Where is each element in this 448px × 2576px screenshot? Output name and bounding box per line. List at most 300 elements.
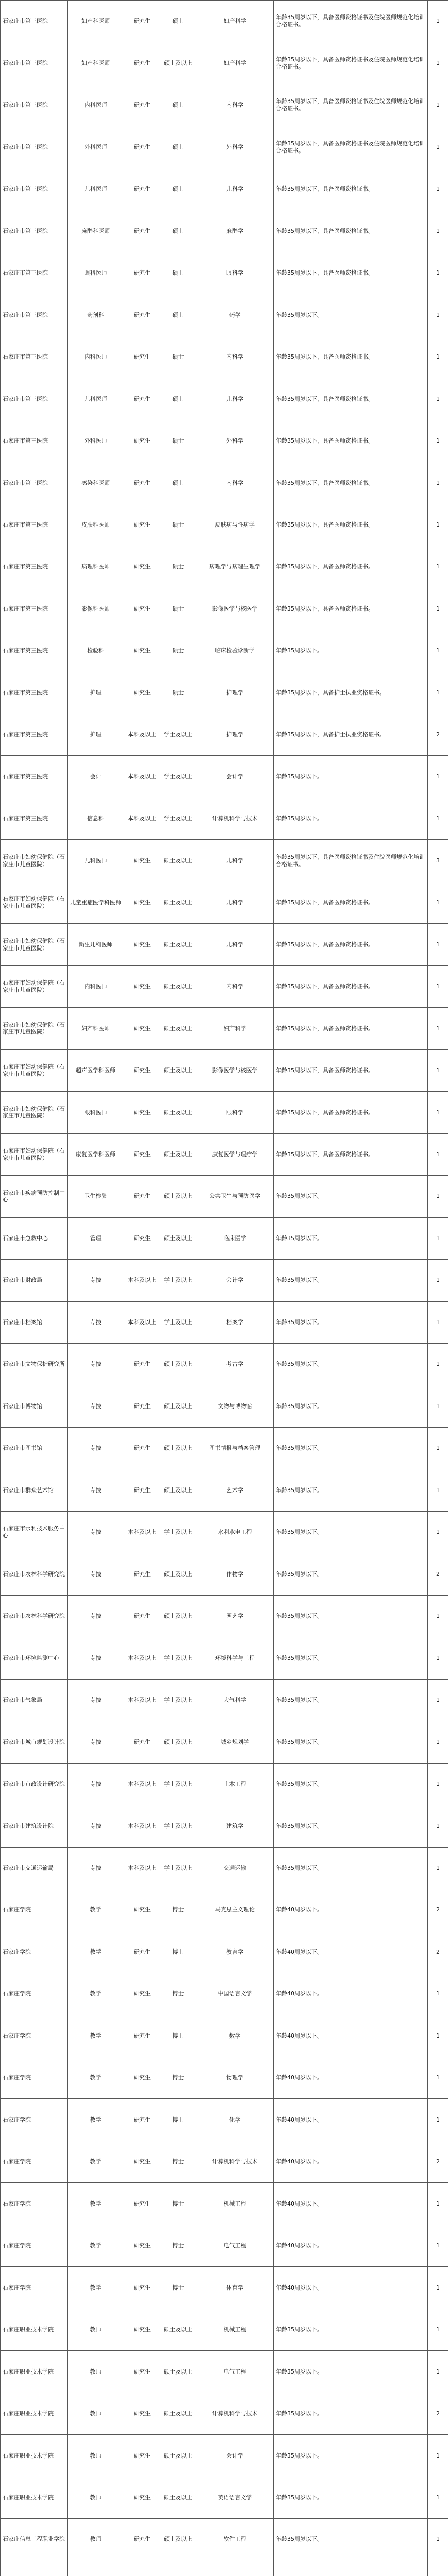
education-cell: 研究生 [124, 1, 160, 42]
table-row [1, 1385, 448, 1427]
post-name-cell: 专技 [68, 1763, 124, 1805]
major-cell: 临床检验诊断学 [196, 630, 274, 672]
employer-cell: 石家庄信息工程职业学院 [1, 2519, 68, 2561]
major-cell: 城乡规划学 [196, 1721, 274, 1763]
major-cell: 文物与博物馆 [196, 1385, 274, 1427]
requirements-cell: 年龄35周岁以下。 [274, 1679, 428, 1721]
post-name-cell: 妇产科医师 [68, 42, 124, 84]
headcount-cell: 1 [428, 2099, 448, 2141]
post-name-cell: 检验科 [68, 630, 124, 672]
table-row [1, 2267, 448, 2309]
table-row [1, 1, 448, 42]
major-cell: 教育学 [196, 1931, 274, 1973]
requirements-cell: 年龄35周岁以下，具备医师资格证书。 [274, 965, 428, 1007]
employer-cell: 石家庄市第三医院 [1, 210, 68, 252]
post-name-cell: 教学 [68, 2099, 124, 2141]
education-cell: 研究生 [124, 2267, 160, 2309]
table-row [1, 2183, 448, 2225]
post-name-cell: 内科医师 [68, 336, 124, 378]
requirements-cell: 年龄35周岁以下，具备医师资格证书。 [274, 168, 428, 210]
table-row [1, 1973, 448, 2015]
education-cell: 研究生 [124, 1469, 160, 1511]
table-row [1, 2141, 448, 2182]
major-cell: 眼科学 [196, 1092, 274, 1133]
education-cell: 本科及以上 [124, 1679, 160, 1721]
table-row [1, 1847, 448, 1889]
degree-cell: 硕士及以上 [160, 1133, 196, 1175]
employer-cell: 石家庄市档案馆 [1, 1301, 68, 1343]
major-cell: 临床医学 [196, 1217, 274, 1259]
employer-cell: 石家庄市市政设计研究院 [1, 1763, 68, 1805]
headcount-cell: 1 [428, 1595, 448, 1637]
major-cell [196, 2561, 274, 2576]
education-cell: 研究生 [124, 965, 160, 1007]
post-name-cell: 教学 [68, 2267, 124, 2309]
employer-cell: 石家庄市妇幼保健院（石家庄市儿童医院） [1, 965, 68, 1007]
requirements-cell: 年龄35周岁以下。 [274, 1553, 428, 1595]
education-cell: 本科及以上 [124, 1511, 160, 1553]
employer-cell: 石家庄职业技术学院 [1, 2309, 68, 2350]
degree-cell: 硕士及以上 [160, 1427, 196, 1469]
table-row [1, 1133, 448, 1175]
employer-cell: 石家庄市城市规划设计院 [1, 1721, 68, 1763]
major-cell: 计算机科学与技术 [196, 798, 274, 839]
headcount-cell: 1 [428, 336, 448, 378]
post-name-cell: 管理 [68, 1217, 124, 1259]
degree-cell: 硕士 [160, 378, 196, 420]
headcount-cell: 1 [428, 1, 448, 42]
employer-cell: 石家庄市第三医院 [1, 588, 68, 630]
major-cell: 机械工程 [196, 2309, 274, 2350]
education-cell: 研究生 [124, 2477, 160, 2518]
employer-cell: 石家庄学院 [1, 1931, 68, 1973]
major-cell: 数学 [196, 2015, 274, 2057]
education-cell: 研究生 [124, 1344, 160, 1385]
post-name-cell: 专技 [68, 1595, 124, 1637]
employer-cell: 石家庄市文物保护研究所 [1, 1344, 68, 1385]
headcount-cell: 1 [428, 462, 448, 504]
headcount-cell: 1 [428, 1092, 448, 1133]
education-cell: 研究生 [124, 168, 160, 210]
major-cell: 水利水电工程 [196, 1511, 274, 1553]
table-row [1, 1176, 448, 1217]
employer-cell: 石家庄学院 [1, 2099, 68, 2141]
education-cell: 研究生 [124, 2099, 160, 2141]
degree-cell: 硕士及以上 [160, 2393, 196, 2434]
post-name-cell: 护理 [68, 714, 124, 755]
post-name-cell: 外科医师 [68, 420, 124, 462]
table-row [1, 294, 448, 336]
degree-cell: 硕士及以上 [160, 1385, 196, 1427]
education-cell: 研究生 [124, 210, 160, 252]
degree-cell: 硕士及以上 [160, 2309, 196, 2350]
headcount-cell: 1 [428, 2351, 448, 2393]
table-row [1, 1344, 448, 1385]
headcount-cell: 1 [428, 42, 448, 84]
requirements-cell: 年龄40周岁以下。 [274, 2267, 428, 2309]
table-row [1, 2561, 448, 2576]
requirements-cell: 年龄35周岁以下，具备医师资格证书。 [274, 336, 428, 378]
degree-cell: 硕士 [160, 294, 196, 336]
requirements-cell: 年龄35周岁以下。 [274, 1805, 428, 1847]
requirements-cell: 年龄40周岁以下。 [274, 2015, 428, 2057]
education-cell: 研究生 [124, 294, 160, 336]
employer-cell: 石家庄市妇幼保健院（石家庄市儿童医院） [1, 840, 68, 882]
requirements-cell: 年龄40周岁以下。 [274, 2183, 428, 2225]
major-cell: 儿科学 [196, 168, 274, 210]
headcount-cell: 1 [428, 2057, 448, 2098]
degree-cell: 硕士及以上 [160, 840, 196, 882]
employer-cell: 石家庄职业技术学院 [1, 2477, 68, 2518]
employer-cell: 石家庄职业技术学院 [1, 2351, 68, 2393]
headcount-cell: 1 [428, 2435, 448, 2477]
major-cell: 交通运输 [196, 1847, 274, 1889]
requirements-cell: 年龄35周岁以下，具备医师资格证书。 [274, 546, 428, 588]
requirements-cell: 年龄35周岁以下。 [274, 756, 428, 798]
requirements-cell: 年龄35周岁以下，具备医师资格证书。 [274, 378, 428, 420]
major-cell: 马克思主义理论 [196, 1889, 274, 1931]
education-cell: 研究生 [124, 2351, 160, 2393]
major-cell: 会计学 [196, 2435, 274, 2477]
employer-cell: 石家庄市第三医院 [1, 420, 68, 462]
table-row [1, 420, 448, 462]
degree-cell: 硕士 [160, 336, 196, 378]
employer-cell: 石家庄市建筑设计院 [1, 1805, 68, 1847]
degree-cell: 硕士 [160, 252, 196, 294]
employer-cell: 石家庄市第三医院 [1, 1, 68, 42]
requirements-cell: 年龄35周岁以下。 [274, 1763, 428, 1805]
headcount-cell: 1 [428, 2519, 448, 2561]
education-cell: 研究生 [124, 42, 160, 84]
requirements-cell: 年龄35周岁以下。 [274, 2435, 428, 2477]
major-cell: 化学 [196, 2099, 274, 2141]
post-name-cell: 病理科医师 [68, 546, 124, 588]
major-cell: 内科学 [196, 462, 274, 504]
employer-cell: 石家庄市水利技术服务中心 [1, 1511, 68, 1553]
post-name-cell: 教学 [68, 1931, 124, 1973]
degree-cell: 硕士 [160, 420, 196, 462]
employer-cell: 石家庄市第三医院 [1, 336, 68, 378]
headcount-cell: 1 [428, 672, 448, 714]
post-name-cell: 专技 [68, 1511, 124, 1553]
post-name-cell: 教师 [68, 2309, 124, 2350]
post-name-cell: 专技 [68, 1344, 124, 1385]
headcount-cell: 1 [428, 252, 448, 294]
major-cell: 妇产科学 [196, 1, 274, 42]
headcount-cell: 1 [428, 378, 448, 420]
education-cell: 研究生 [124, 336, 160, 378]
requirements-cell: 年龄35周岁以下。 [274, 1217, 428, 1259]
post-name-cell: 教学 [68, 2015, 124, 2057]
headcount-cell [428, 2561, 448, 2576]
table-row [1, 882, 448, 923]
employer-cell: 石家庄市群众艺术馆 [1, 1469, 68, 1511]
major-cell: 护理学 [196, 714, 274, 755]
table-row [1, 1889, 448, 1931]
requirements-cell: 年龄35周岁以下，具备医师资格证书。 [274, 504, 428, 546]
education-cell: 研究生 [124, 1176, 160, 1217]
post-name-cell: 专技 [68, 1469, 124, 1511]
post-name-cell: 儿科医师 [68, 840, 124, 882]
degree-cell: 学士及以上 [160, 798, 196, 839]
education-cell: 研究生 [124, 1092, 160, 1133]
major-cell: 儿科学 [196, 882, 274, 923]
post-name-cell: 信息科 [68, 798, 124, 839]
table-row [1, 462, 448, 504]
education-cell: 研究生 [124, 2309, 160, 2350]
employer-cell: 石家庄市妇幼保健院（石家庄市儿童医院） [1, 1008, 68, 1049]
requirements-cell: 年龄35周岁以下。 [274, 1427, 428, 1469]
education-cell: 研究生 [124, 588, 160, 630]
requirements-cell: 年龄35周岁以下。 [274, 1301, 428, 1343]
employer-cell [1, 2561, 68, 2576]
major-cell: 内科学 [196, 84, 274, 126]
major-cell: 电气工程 [196, 2225, 274, 2266]
table-row [1, 672, 448, 714]
degree-cell: 学士及以上 [160, 1511, 196, 1553]
table-row [1, 504, 448, 546]
headcount-cell: 1 [428, 630, 448, 672]
post-name-cell [68, 2561, 124, 2576]
requirements-cell: 年龄35周岁以下。 [274, 798, 428, 839]
degree-cell: 硕士 [160, 126, 196, 168]
education-cell: 研究生 [124, 840, 160, 882]
employer-cell: 石家庄市妇幼保健院（石家庄市儿童医院） [1, 882, 68, 923]
post-name-cell: 护理 [68, 672, 124, 714]
major-cell: 环境科学与工程 [196, 1637, 274, 1679]
post-name-cell: 药剂科 [68, 294, 124, 336]
table-row [1, 2435, 448, 2477]
education-cell: 研究生 [124, 420, 160, 462]
major-cell: 机械工程 [196, 2183, 274, 2225]
table-row [1, 798, 448, 839]
post-name-cell: 教师 [68, 2393, 124, 2434]
degree-cell: 硕士 [160, 588, 196, 630]
post-name-cell: 教师 [68, 2519, 124, 2561]
major-cell: 内科学 [196, 965, 274, 1007]
headcount-cell: 1 [428, 420, 448, 462]
requirements-cell: 年龄35周岁以下，具备医师资格证书。 [274, 210, 428, 252]
post-name-cell: 内科医师 [68, 84, 124, 126]
employer-cell: 石家庄市第三医院 [1, 252, 68, 294]
requirements-cell: 年龄35周岁以下，具备医师资格证书。 [274, 1092, 428, 1133]
table-row [1, 42, 448, 84]
major-cell: 建筑学 [196, 1805, 274, 1847]
post-name-cell: 专技 [68, 1553, 124, 1595]
requirements-cell: 年龄35周岁以下，具备医师资格证书。 [274, 588, 428, 630]
table-row [1, 2519, 448, 2561]
degree-cell: 博士 [160, 2057, 196, 2098]
education-cell: 研究生 [124, 2183, 160, 2225]
education-cell: 研究生 [124, 630, 160, 672]
table-row [1, 2099, 448, 2141]
degree-cell: 学士及以上 [160, 1763, 196, 1805]
requirements-cell: 年龄40周岁以下。 [274, 1973, 428, 2015]
degree-cell: 博士 [160, 2099, 196, 2141]
degree-cell: 硕士及以上 [160, 965, 196, 1007]
employer-cell: 石家庄市妇幼保健院（石家庄市儿童医院） [1, 924, 68, 965]
table-row [1, 2057, 448, 2098]
post-name-cell: 超声医学科医师 [68, 1049, 124, 1091]
headcount-cell: 1 [428, 1721, 448, 1763]
table-row [1, 1008, 448, 1049]
headcount-cell: 1 [428, 1008, 448, 1049]
post-name-cell: 感染科医师 [68, 462, 124, 504]
major-cell: 护理学 [196, 672, 274, 714]
major-cell: 麻醉学 [196, 210, 274, 252]
major-cell: 儿科学 [196, 840, 274, 882]
post-name-cell: 专技 [68, 1385, 124, 1427]
degree-cell: 硕士 [160, 546, 196, 588]
post-name-cell: 儿科医师 [68, 378, 124, 420]
requirements-cell: 年龄35周岁以下。 [274, 1260, 428, 1301]
requirements-cell: 年龄35周岁以下。 [274, 1176, 428, 1217]
table-row [1, 630, 448, 672]
headcount-cell: 1 [428, 1049, 448, 1091]
education-cell: 研究生 [124, 1595, 160, 1637]
degree-cell: 硕士及以上 [160, 2477, 196, 2518]
post-name-cell: 眼科医师 [68, 1092, 124, 1133]
major-cell: 外科学 [196, 420, 274, 462]
headcount-cell: 1 [428, 1805, 448, 1847]
post-name-cell: 会计 [68, 756, 124, 798]
requirements-cell: 年龄35周岁以下。 [274, 2393, 428, 2434]
employer-cell: 石家庄市农林科学研究院 [1, 1553, 68, 1595]
table-row [1, 1595, 448, 1637]
degree-cell: 硕士及以上 [160, 1217, 196, 1259]
table-row [1, 1092, 448, 1133]
employer-cell: 石家庄学院 [1, 1889, 68, 1931]
major-cell: 图书情报与档案管理 [196, 1427, 274, 1469]
post-name-cell: 新生儿科医师 [68, 924, 124, 965]
post-name-cell: 儿科医师 [68, 168, 124, 210]
post-name-cell: 专技 [68, 1721, 124, 1763]
major-cell: 外科学 [196, 126, 274, 168]
major-cell: 公共卫生与预防医学 [196, 1176, 274, 1217]
education-cell: 研究生 [124, 252, 160, 294]
employer-cell: 石家庄市图书馆 [1, 1427, 68, 1469]
employer-cell: 石家庄市博物馆 [1, 1385, 68, 1427]
degree-cell: 博士 [160, 2267, 196, 2309]
employer-cell: 石家庄学院 [1, 2057, 68, 2098]
post-name-cell: 教师 [68, 2435, 124, 2477]
degree-cell: 硕士及以上 [160, 882, 196, 923]
degree-cell: 硕士 [160, 84, 196, 126]
requirements-cell: 年龄35周岁以下。 [274, 1847, 428, 1889]
headcount-cell: 2 [428, 2393, 448, 2434]
post-name-cell: 卫生检验 [68, 1176, 124, 1217]
headcount-cell: 1 [428, 882, 448, 923]
requirements-cell: 年龄35周岁以下。 [274, 1385, 428, 1427]
education-cell: 研究生 [124, 1133, 160, 1175]
headcount-cell: 1 [428, 1176, 448, 1217]
employer-cell: 石家庄市第三医院 [1, 714, 68, 755]
table-row [1, 924, 448, 965]
degree-cell: 学士及以上 [160, 1301, 196, 1343]
education-cell: 研究生 [124, 2435, 160, 2477]
employer-cell: 石家庄市第三医院 [1, 126, 68, 168]
table-row [1, 1721, 448, 1763]
headcount-cell: 1 [428, 2183, 448, 2225]
requirements-cell: 年龄35周岁以下，具备医师资格证书。 [274, 252, 428, 294]
headcount-cell: 1 [428, 1637, 448, 1679]
degree-cell: 硕士及以上 [160, 2435, 196, 2477]
table-row [1, 1049, 448, 1091]
post-name-cell: 教学 [68, 1973, 124, 2015]
post-name-cell: 专技 [68, 1637, 124, 1679]
requirements-cell: 年龄40周岁以下。 [274, 2225, 428, 2266]
requirements-cell: 年龄40周岁以下。 [274, 2057, 428, 2098]
major-cell: 皮肤病与性病学 [196, 504, 274, 546]
major-cell: 康复医学与理疗学 [196, 1133, 274, 1175]
requirements-cell: 年龄35周岁以下，具备医师资格证书及住院医师规范化培训合格证书。 [274, 42, 428, 84]
education-cell: 研究生 [124, 378, 160, 420]
headcount-cell: 1 [428, 2477, 448, 2518]
requirements-cell: 年龄35周岁以下，具备医师资格证书。 [274, 1133, 428, 1175]
degree-cell [160, 2561, 196, 2576]
employer-cell: 石家庄市第三医院 [1, 84, 68, 126]
table-row [1, 252, 448, 294]
employer-cell: 石家庄市农林科学研究院 [1, 1595, 68, 1637]
employer-cell: 石家庄市第三医院 [1, 42, 68, 84]
requirements-cell: 年龄35周岁以下，具备医师资格证书。 [274, 1008, 428, 1049]
major-cell: 艺术学 [196, 1469, 274, 1511]
employer-cell: 石家庄市第三医院 [1, 546, 68, 588]
headcount-cell: 1 [428, 1679, 448, 1721]
degree-cell: 硕士 [160, 1, 196, 42]
degree-cell: 硕士 [160, 672, 196, 714]
post-name-cell: 专技 [68, 1301, 124, 1343]
education-cell: 本科及以上 [124, 1260, 160, 1301]
table-row [1, 714, 448, 755]
employer-cell: 石家庄市财政局 [1, 1260, 68, 1301]
requirements-cell: 年龄35周岁以下。 [274, 2309, 428, 2350]
major-cell: 档案学 [196, 1301, 274, 1343]
degree-cell: 硕士 [160, 504, 196, 546]
education-cell: 研究生 [124, 462, 160, 504]
requirements-cell: 年龄35周岁以下，具备医师资格证书及住院医师规范化培训合格证书。 [274, 1, 428, 42]
headcount-cell: 2 [428, 714, 448, 755]
degree-cell: 学士及以上 [160, 1637, 196, 1679]
requirements-cell: 年龄35周岁以下。 [274, 2351, 428, 2393]
headcount-cell: 2 [428, 2141, 448, 2182]
major-cell: 儿科学 [196, 378, 274, 420]
employer-cell: 石家庄市妇幼保健院（石家庄市儿童医院） [1, 1092, 68, 1133]
degree-cell: 硕士 [160, 630, 196, 672]
degree-cell: 博士 [160, 2183, 196, 2225]
requirements-cell: 年龄35周岁以下，具备护士执业资格证书。 [274, 672, 428, 714]
education-cell: 研究生 [124, 2015, 160, 2057]
major-cell: 会计学 [196, 1260, 274, 1301]
major-cell: 计算机科学与技术 [196, 2141, 274, 2182]
requirements-cell: 年龄40周岁以下。 [274, 1931, 428, 1973]
requirements-cell: 年龄35周岁以下，具备医师资格证书及住院医师规范化培训合格证书。 [274, 84, 428, 126]
post-name-cell: 教学 [68, 1889, 124, 1931]
education-cell: 研究生 [124, 2057, 160, 2098]
employer-cell: 石家庄职业技术学院 [1, 2435, 68, 2477]
headcount-cell: 1 [428, 168, 448, 210]
major-cell: 作物学 [196, 1553, 274, 1595]
degree-cell: 博士 [160, 2141, 196, 2182]
post-name-cell: 眼科医师 [68, 252, 124, 294]
table-row [1, 1679, 448, 1721]
education-cell: 本科及以上 [124, 1637, 160, 1679]
education-cell: 本科及以上 [124, 1763, 160, 1805]
major-cell: 体育学 [196, 2267, 274, 2309]
education-cell: 研究生 [124, 504, 160, 546]
degree-cell: 学士及以上 [160, 756, 196, 798]
post-name-cell: 教学 [68, 2141, 124, 2182]
